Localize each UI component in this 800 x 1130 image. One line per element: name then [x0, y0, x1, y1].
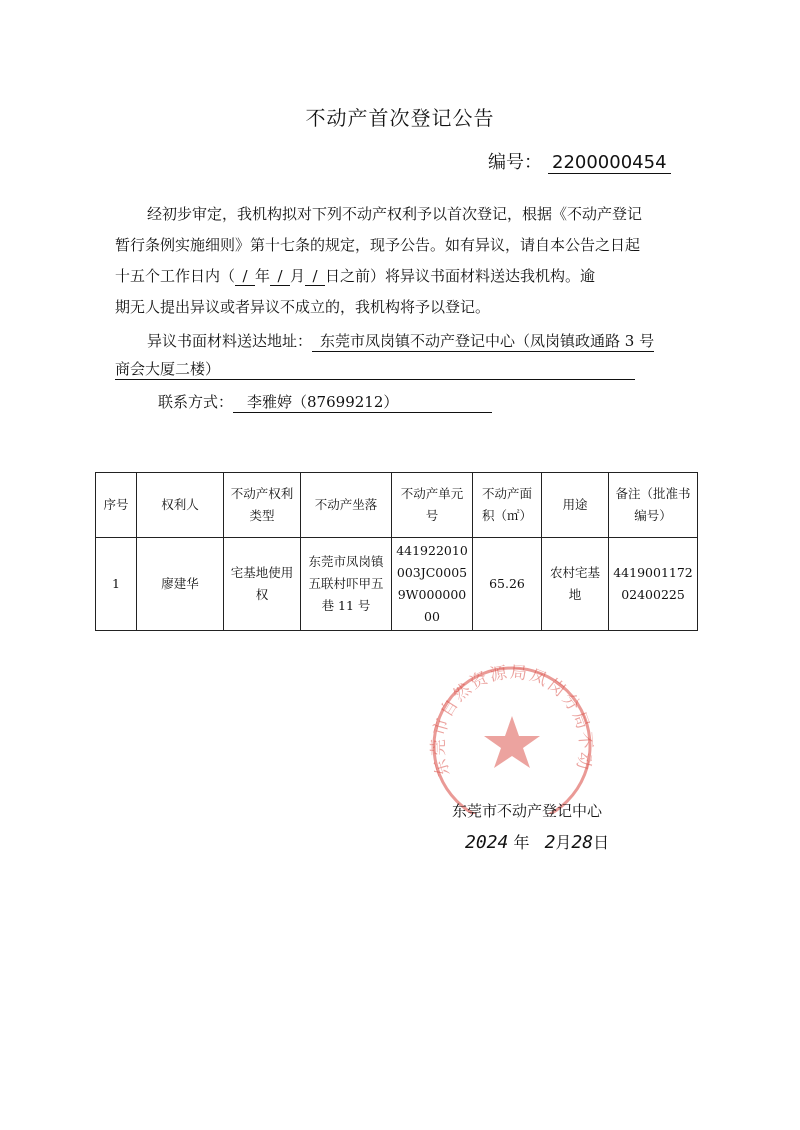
- header-location: 不动产坐落: [301, 473, 392, 538]
- stamp-seal-icon: [422, 664, 602, 814]
- para-line-2: 暂行条例实施细则》第十七条的规定，现予公告。如有异议，请自本公告之日起: [115, 236, 641, 254]
- address-line-2: [115, 358, 635, 380]
- contact-value: 李雅婷（87699212）: [233, 391, 492, 413]
- cell-use: 农村宅基地: [542, 538, 609, 631]
- para-line-3: [115, 265, 595, 286]
- header-area: 不动产面积（㎡）: [473, 473, 542, 538]
- stamp-text: 东莞市自然资源局凤岗分局不动: [428, 664, 596, 779]
- blank-year: /: [235, 267, 255, 286]
- address-label: 异议书面材料送达地址：: [147, 332, 313, 350]
- header-owner: 权利人: [137, 473, 224, 538]
- para-line-1: 经初步审定，我机构拟对下列不动产权利予以首次登记，根据《不动产登记: [147, 205, 643, 223]
- issue-date: [465, 830, 609, 853]
- date-month-label: 月: [555, 833, 572, 852]
- contact-label: 联系方式：: [158, 393, 234, 411]
- cell-location: 东莞市凤岗镇五联村吓甲五巷 11 号: [301, 538, 392, 631]
- cell-remark: 441900117202400225: [609, 538, 698, 631]
- date-year: 2024: [465, 832, 509, 853]
- date-month: 2: [544, 832, 556, 853]
- notice-number: [488, 148, 671, 174]
- notice-number-label: 编号：: [488, 152, 542, 173]
- table-header-row: [96, 473, 698, 538]
- cell-owner: 廖建华: [137, 538, 224, 631]
- date-year-label: 年: [513, 833, 530, 852]
- para-line-4: 期无人提出异议或者异议不成立的，我机构将予以登记。: [115, 298, 491, 316]
- blank-month: /: [270, 267, 290, 286]
- para-line-3d: 日之前）将异议书面材料送达我机构。逾: [325, 267, 596, 285]
- cell-unit-no: 441922010003JC00059W00000000: [392, 538, 473, 631]
- header-remark: 备注（批准书编号）: [609, 473, 698, 538]
- header-use: 用途: [542, 473, 609, 538]
- cell-index: 1: [96, 538, 137, 631]
- para-line-3b: 年: [255, 267, 271, 285]
- date-day-label: 日: [593, 833, 610, 852]
- official-stamp: [422, 664, 602, 814]
- address-value-1: 东莞市凤岗镇不动产登记中心（凤岗镇政通路 3 号: [312, 330, 654, 352]
- address-line-1: [147, 330, 654, 352]
- cell-area: 65.26: [473, 538, 542, 631]
- contact-line: [158, 391, 492, 413]
- header-index: 序号: [96, 473, 137, 538]
- header-unit-no: 不动产单元号: [392, 473, 473, 538]
- header-right-type: 不动产权利类型: [224, 473, 301, 538]
- para-line-3c: 月: [290, 267, 306, 285]
- date-day: 28: [571, 832, 594, 853]
- registration-table: [95, 472, 698, 631]
- para-line-3a: 十五个工作日内（: [115, 267, 236, 285]
- table-row: [96, 538, 698, 631]
- notice-number-value: 2200000454: [548, 152, 671, 174]
- address-value-2: 商会大厦二楼）: [115, 360, 221, 378]
- blank-day: /: [305, 267, 325, 286]
- page-title: 不动产首次登记公告: [305, 106, 495, 130]
- cell-right-type: 宅基地使用权: [224, 538, 301, 631]
- issuer-signature: 东莞市不动产登记中心: [452, 802, 603, 820]
- svg-text:东莞市自然资源局凤岗分局不动产登记专用章: [422, 664, 595, 779]
